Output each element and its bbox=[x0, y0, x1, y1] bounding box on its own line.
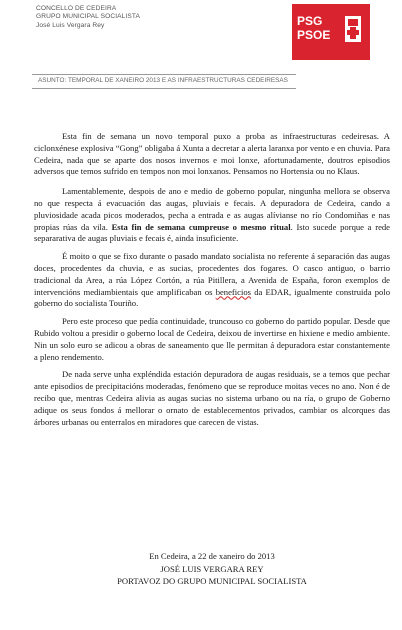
letterhead bbox=[36, 5, 140, 30]
signatory-name: JOSÉ LUIS VERGARA REY bbox=[160, 563, 264, 574]
letterhead-line-council: CONCELLO DE CEDEIRA bbox=[36, 5, 117, 12]
paragraph-1: Esta fin de semana un novo temporal puxo a proba as infraestructuras cedeiresas. A ciclonxénese explosiva “Gong” obligaba á Xunta a decretar a alerta laranxa por vento e en chuvia. Para Cedeira, nada que se aparte dos nosos invernos e moi lonxe, afortunadamente, doutros episodios adversos que temos sufrido en tempos non moi lonxanos. Pensamos no Hortensia ou no Klaus. bbox=[34, 131, 390, 177]
document-page bbox=[14, 4, 394, 626]
signatory-role: PORTAVOZ DO GRUPO MUNICIPAL SOCIALISTA bbox=[117, 576, 307, 586]
letterhead-line-author: José Luis Vergara Rey bbox=[36, 21, 105, 29]
paragraph-2-text-a: Lamentablemente, despois de ano e medio de goberno popular, ningunha mellora se observa no que respecta á evacuación das augas, pluviais e fecais. A depuradora de Cedeira, cando a pluviosidade acada picos moderados, pecha a entrada e as augas alívianse no río Condomiñas e nas propias rúas da vila. bbox=[34, 186, 390, 232]
paragraph-3-text-b: da EDAR, igualmente construida polo goberno do socialista Touriño. bbox=[34, 286, 390, 309]
fist-rose-icon bbox=[342, 14, 364, 44]
psg-psoe-logo bbox=[292, 4, 370, 60]
paragraph-2-bold-text: Esta fin de semana cumpreuse o mesmo ritual bbox=[111, 221, 291, 232]
document-body bbox=[34, 131, 390, 434]
paragraph-2 bbox=[34, 186, 390, 245]
place-date: En Cedeira, a 22 de xaneiro do 2013 bbox=[149, 551, 275, 561]
subject-line: ASUNTO: TEMPORAL DE XANEIRO 2013 E AS INFRAESTRUCTURAS CEDEIRESAS bbox=[38, 77, 288, 84]
subject-bottom-rule bbox=[32, 88, 296, 89]
logo-text-psg: PSG bbox=[297, 14, 323, 28]
paragraph-3-underlined-word: beneficios bbox=[215, 286, 252, 297]
paragraph-3 bbox=[34, 251, 390, 310]
logo-text-psoe: PSOE bbox=[297, 28, 331, 42]
letterhead-line-group: GRUPO MUNICIPAL SOCIALISTA bbox=[36, 13, 140, 21]
paragraph-5: De nada serve unha expléndida estación depuradora de augas residuais, se a temos que pechar ante episodios de precipitacións moderadas, fenómeno que se reproduce moitas veces no ano. Non é de recibo que, mentras Cedeira alivia as augas sucias no sistema urbano ou na ría, o grupo de Goberno adique os seus fondos á mellorar o ornato de establecementos privados, cambiar os alcorques das árbores urbanas ou enterralos en miradores que carecen de vistas. bbox=[34, 369, 390, 427]
paragraph-3-text-a: É moito o que se fixo durante o pasado mandato socialista no referente á separación das augas doces, procedentes da chuvia, e as sucias, procedentes dos fogares. O casco antiguo, o barrio tradicional da Area, a rúa López Cortón, a rúa Pitillera, a Avenida de España, foron exemplos de intervencións mediambientais que amplificaban os bbox=[34, 251, 390, 297]
subject-top-rule bbox=[32, 74, 296, 75]
paragraph-4: Pero este proceso que pedía continuidade, truncouso co goberno do partido popular. Desde que Rubido voltou a presidir o goberno local de Cedeira, deixou de invertirse en hixiene e medio ambiente. Nin un solo euro se adicou a obras de saneamento que lle permitan á depuradora estar constantemente a pleno rendemento. bbox=[34, 316, 390, 362]
paragraph-2-text-b: . Isto sucede porque a rede separarativa de augas pluviais e fecais é, ainda insuficiente. bbox=[34, 221, 390, 244]
signature-block bbox=[34, 550, 390, 588]
